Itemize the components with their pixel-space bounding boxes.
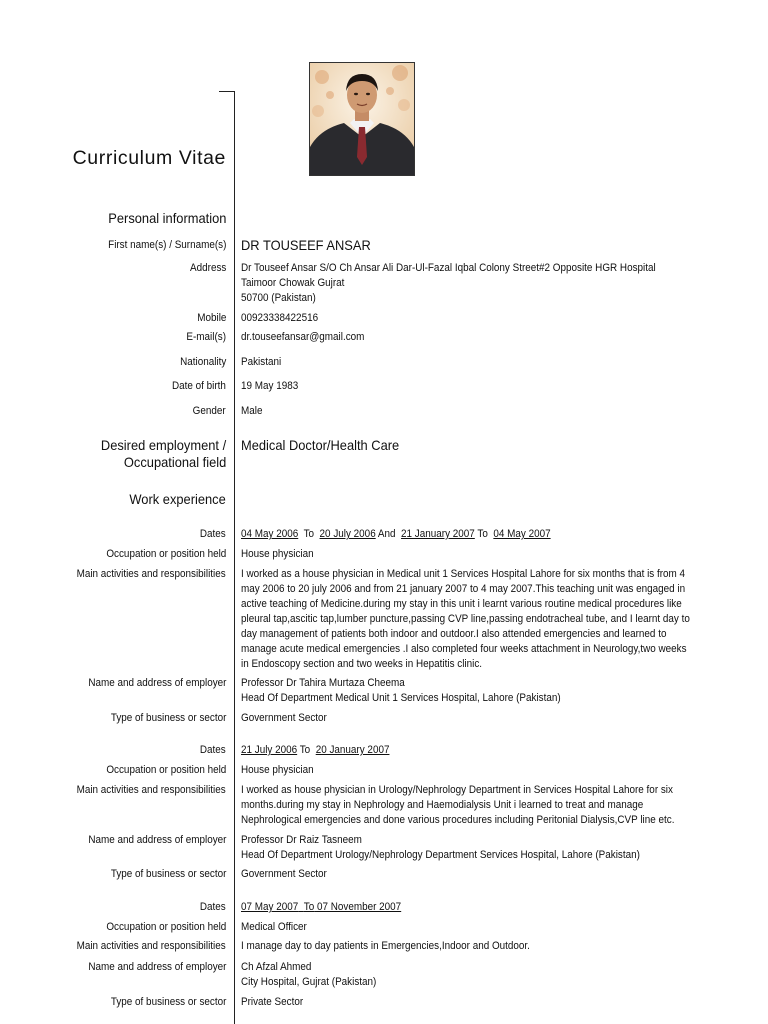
name-label: First name(s) / Surname(s) bbox=[107, 239, 226, 251]
job2-to: To bbox=[299, 744, 311, 756]
timeline-rule-tick bbox=[219, 91, 235, 92]
job2-occupation: House physician bbox=[241, 764, 314, 776]
job1-dates-label: Dates bbox=[200, 528, 226, 540]
job1-occupation: House physician bbox=[241, 548, 314, 560]
dob-value: 19 May 1983 bbox=[241, 380, 299, 392]
mobile-value: 00923338422516 bbox=[241, 312, 319, 324]
job2-employer-line-2: Head Of Department Urology/Nephrology Department Services Hospital, Lahore (Pakistan) bbox=[241, 849, 640, 861]
cv-title: Curriculum Vitae bbox=[72, 147, 226, 169]
job1-employer-label: Name and address of employer bbox=[87, 677, 226, 689]
job2-dates-label: Dates bbox=[200, 744, 226, 756]
desired-employment-label-2: Occupational field bbox=[123, 454, 226, 470]
job1-activities-label: Main activities and responsibilities bbox=[76, 568, 226, 580]
job3-sector: Private Sector bbox=[241, 996, 304, 1008]
job1-and: And bbox=[377, 528, 396, 540]
profile-photo bbox=[309, 62, 415, 176]
job1-activities-line-1: I worked as a house physician in Medical unit 1 Services Hospital Lahore for six months that is from 4 bbox=[241, 568, 686, 580]
job1-occupation-label: Occupation or position held bbox=[106, 548, 226, 560]
job2-employer-label: Name and address of employer bbox=[87, 834, 226, 846]
job1-to-1: To bbox=[303, 528, 315, 540]
job3-activities-label: Main activities and responsibilities bbox=[76, 940, 226, 952]
desired-employment-value: Medical Doctor/Health Care bbox=[241, 437, 400, 453]
gender-value: Male bbox=[241, 405, 263, 417]
personal-info-heading: Personal information bbox=[107, 210, 226, 226]
mobile-label: Mobile bbox=[196, 312, 226, 324]
timeline-rule bbox=[234, 91, 235, 1024]
job3-dates-label: Dates bbox=[200, 901, 226, 913]
job3-to: To bbox=[303, 901, 315, 913]
job3-activities: I manage day to day patients in Emergencies,Indoor and Outdoor. bbox=[241, 940, 530, 952]
nationality-label: Nationality bbox=[179, 356, 226, 368]
job1-date-c: 21 January 2007 bbox=[401, 528, 475, 540]
job1-date-a: 04 May 2006 bbox=[241, 528, 299, 540]
job1-employer-line-2: Head Of Department Medical Unit 1 Services Hospital, Lahore (Pakistan) bbox=[241, 692, 561, 704]
address-line-2: Taimoor Chowak Gujrat bbox=[241, 277, 345, 289]
job3-occupation-label: Occupation or position held bbox=[106, 921, 226, 933]
job1-date-b: 20 July 2006 bbox=[319, 528, 376, 540]
job2-activities-line-3: Nephrological emergencies and done various procedures including Peritonial Dialysis,CVP line etc. bbox=[241, 814, 675, 826]
job2-date-a: 21 July 2006 bbox=[241, 744, 298, 756]
job1-date-d: 04 May 2007 bbox=[493, 528, 551, 540]
job2-activities-line-1: I worked as house physician in Urology/Nephrology Department in Services Hospital Lahore for six bbox=[241, 784, 673, 796]
job3-date-b: 07 November 2007 bbox=[316, 901, 402, 913]
portrait-image bbox=[310, 63, 414, 175]
email-label: E-mail(s) bbox=[186, 331, 226, 343]
job1-activities-line-4: pleural tap,ascitic tap,lumber puncture,passing CVP line,passing endotracheal tube, and I learnt day to bbox=[241, 613, 690, 625]
job1-employer-line-1: Professor Dr Tahira Murtaza Cheema bbox=[241, 677, 405, 689]
job2-employer-line-1: Professor Dr Raiz Tasneem bbox=[241, 834, 362, 846]
job2-occupation-label: Occupation or position held bbox=[106, 764, 226, 776]
job3-employer-line-2: City Hospital, Gujrat (Pakistan) bbox=[241, 976, 377, 988]
job3-sector-label: Type of business or sector bbox=[110, 996, 226, 1008]
dob-label: Date of birth bbox=[172, 380, 226, 392]
job3-date-a: 07 May 2007 bbox=[241, 901, 299, 913]
job2-dates bbox=[241, 743, 691, 758]
job1-activities-line-5: day management of patients both indoor and outdoor.I also attended emergencies and learned to bbox=[241, 628, 667, 640]
work-experience-heading: Work experience bbox=[129, 491, 226, 507]
job3-dates bbox=[241, 900, 691, 915]
job1-activities-line-2: may 2006 to 20 july 2006 and from 21 january 2007 to 4 may 2007.This teaching unit was engaged in bbox=[241, 583, 686, 595]
desired-employment-label-1: Desired employment / bbox=[100, 437, 226, 453]
address-label: Address bbox=[189, 262, 226, 274]
job3-occupation: Medical Officer bbox=[241, 921, 307, 933]
job2-sector: Government Sector bbox=[241, 868, 327, 880]
job1-dates bbox=[241, 527, 691, 542]
job3-employer-label: Name and address of employer bbox=[87, 961, 226, 973]
job1-sector-label: Type of business or sector bbox=[110, 712, 226, 724]
job2-sector-label: Type of business or sector bbox=[110, 868, 226, 880]
job2-date-b: 20 January 2007 bbox=[315, 744, 390, 756]
email-value: dr.touseefansar@gmail.com bbox=[241, 331, 365, 343]
gender-label: Gender bbox=[192, 405, 226, 417]
job1-activities-line-7: in Endoscopy section and two weeks in Hepatitis clinic. bbox=[241, 658, 483, 670]
job1-sector: Government Sector bbox=[241, 712, 327, 724]
address-line-3: 50700 (Pakistan) bbox=[241, 292, 316, 304]
job2-activities-label: Main activities and responsibilities bbox=[76, 784, 226, 796]
job1-activities-line-3: active teaching of Medicine.during my stay in this unit i learnt various routine medical procedures like bbox=[241, 598, 682, 610]
job1-to-2: To bbox=[477, 528, 488, 540]
nationality-value: Pakistani bbox=[241, 356, 282, 368]
job2-activities-line-2: months.during my stay in Nephrology and Haemodialysis Unit i learned to treat and manage bbox=[241, 799, 644, 811]
full-name: DR TOUSEEF ANSAR bbox=[241, 237, 371, 253]
job1-activities-line-6: manage acute medical emergencies .I also completed four weeks attachment in Neurology,two weeks bbox=[241, 643, 687, 655]
job3-employer-line-1: Ch Afzal Ahmed bbox=[241, 961, 312, 973]
address-line-1: Dr Touseef Ansar S/O Ch Ansar Ali Dar-Ul-Fazal Iqbal Colony Street#2 Opposite HGR Hospital bbox=[241, 262, 656, 274]
